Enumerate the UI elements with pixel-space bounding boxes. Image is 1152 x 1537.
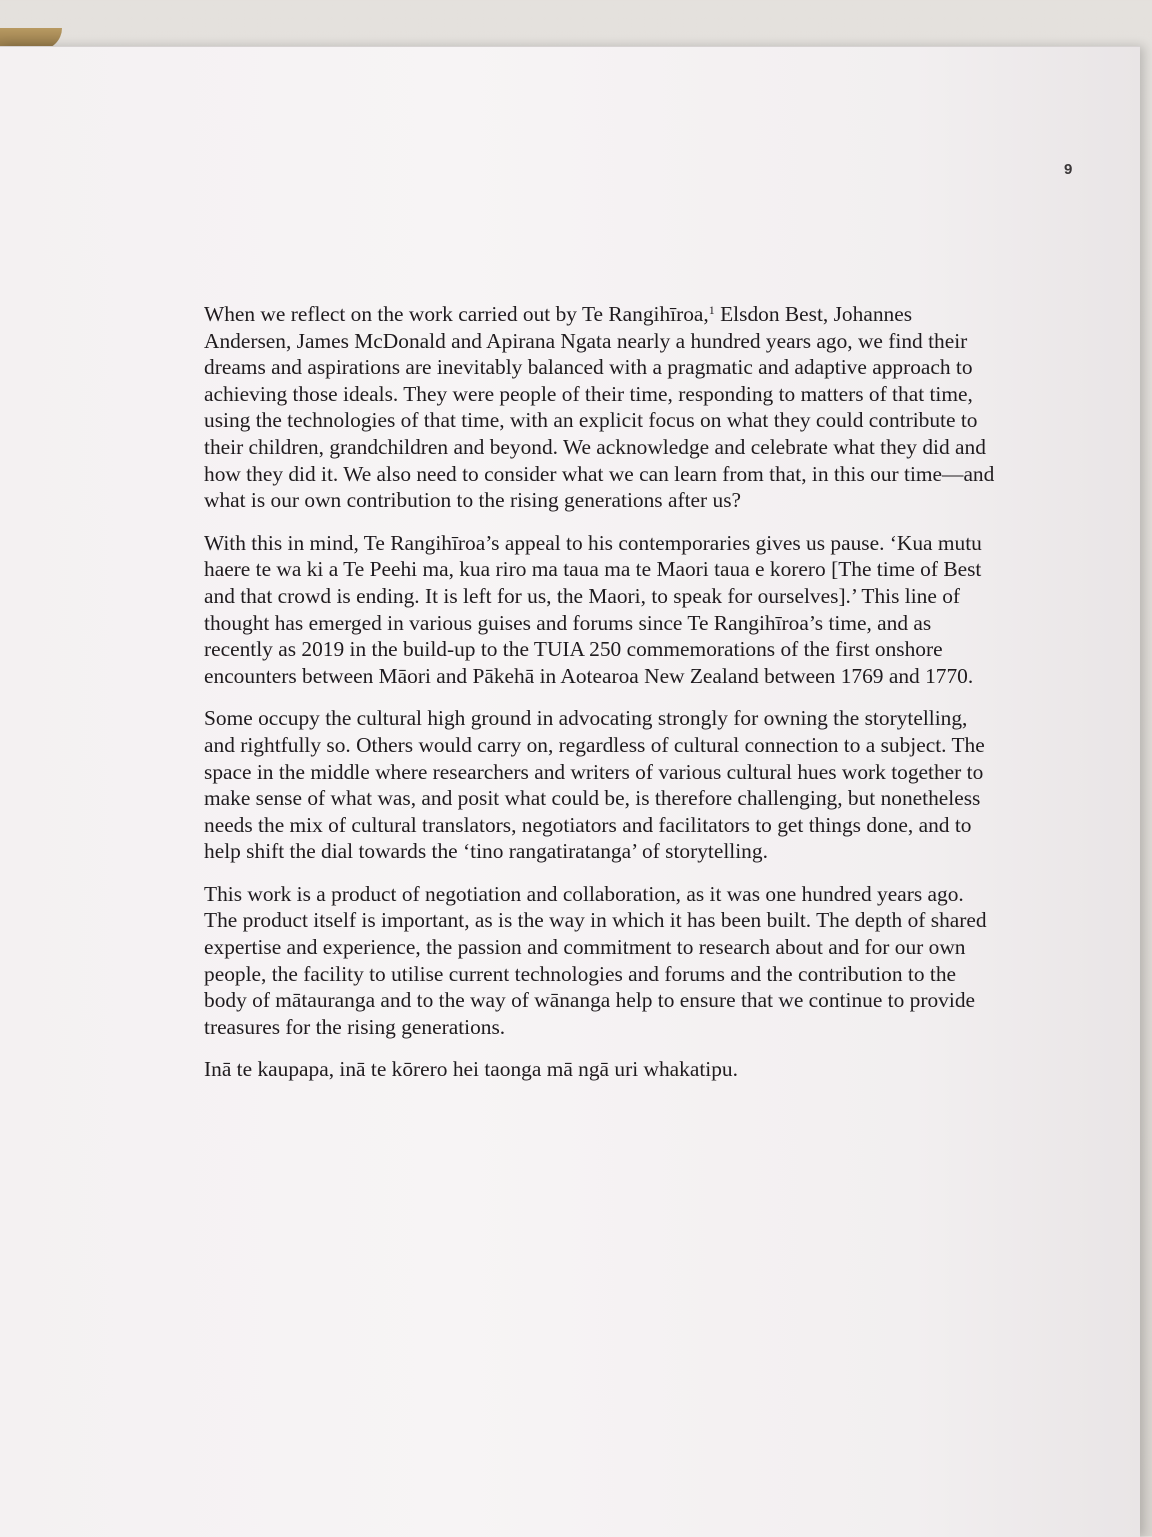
paragraph-2 — [204, 530, 1000, 690]
paragraph-1-text-a: When we reflect on the work carried out by Te Rangihīroa, — [204, 302, 709, 326]
paragraph-2-text: With this in mind, Te Rangihīroa’s appeal to his contemporaries gives us pause. ‘Kua mutu haere te wa ki a Te Peehi ma, kua riro ma taua ma te Maori taua e korero [The time of Best and that crowd is ending. It is left for us, the Maori, to speak for ourselves].’ This line of thought has emerged in various guises and forums since Te Rangihīroa’s time, and as recently as 2019 in the build-up to the TUIA 250 commemorations of the first onshore encounters between Māori and Pākehā in Aotearoa New Zealand between 1769 and 1770. — [204, 530, 982, 688]
paragraph-4 — [204, 881, 1000, 1041]
body-text — [204, 301, 1000, 1083]
paragraph-1-text-b: Elsdon Best, Johannes Andersen, James McDonald and Apirana Ngata nearly a hundred years ago, we find their dreams and aspirations are inevitably balanced with a pragmatic and adaptive approach to achieving those ideals. They were people of their time, responding to matters of that time, using the technologies of that time, with an explicit focus on what they could contribute to their children, grandchildren and beyond. We acknowledge and celebrate what they did and how they did it. We also need to consider what we can learn from that, in this our time—and what is our own contribution to the rising generations after us? — [204, 302, 995, 513]
book-page — [0, 46, 1140, 1537]
paragraph-3 — [204, 705, 1000, 865]
footnote-marker-1: 1 — [708, 303, 715, 317]
page-number: 9 — [1064, 161, 1073, 178]
paragraph-1 — [204, 301, 1000, 514]
closing-line: Inā te kaupapa, inā te kōrero hei taonga mā ngā uri whakatipu. — [204, 1057, 738, 1082]
paragraph-4-text: This work is a product of negotiation and collaboration, as it was one hundred years ago. The product itself is important, as is the way in which it has been built. The depth of shared expertise and experience, the passion and commitment to research about and for our own people, the facility to utilise current technologies and forums and the contribution to the body of mātauranga and to the way of wānanga help to ensure that we continue to provide treasures for the rising generations. — [204, 881, 987, 1039]
paragraph-3-text: Some occupy the cultural high ground in advocating strongly for owning the storytelling, and rightfully so. Others would carry on, regardless of cultural connection to a subject. The space in the middle where researchers and writers of various cultural hues work together to make sense of what was, and posit what could be, is therefore challenging, but nonetheless needs the mix of cultural translators, negotiators and facilitators to get things done, and to help shift the dial towards the ‘tino rangatiratanga’ of storytelling. — [204, 706, 985, 864]
